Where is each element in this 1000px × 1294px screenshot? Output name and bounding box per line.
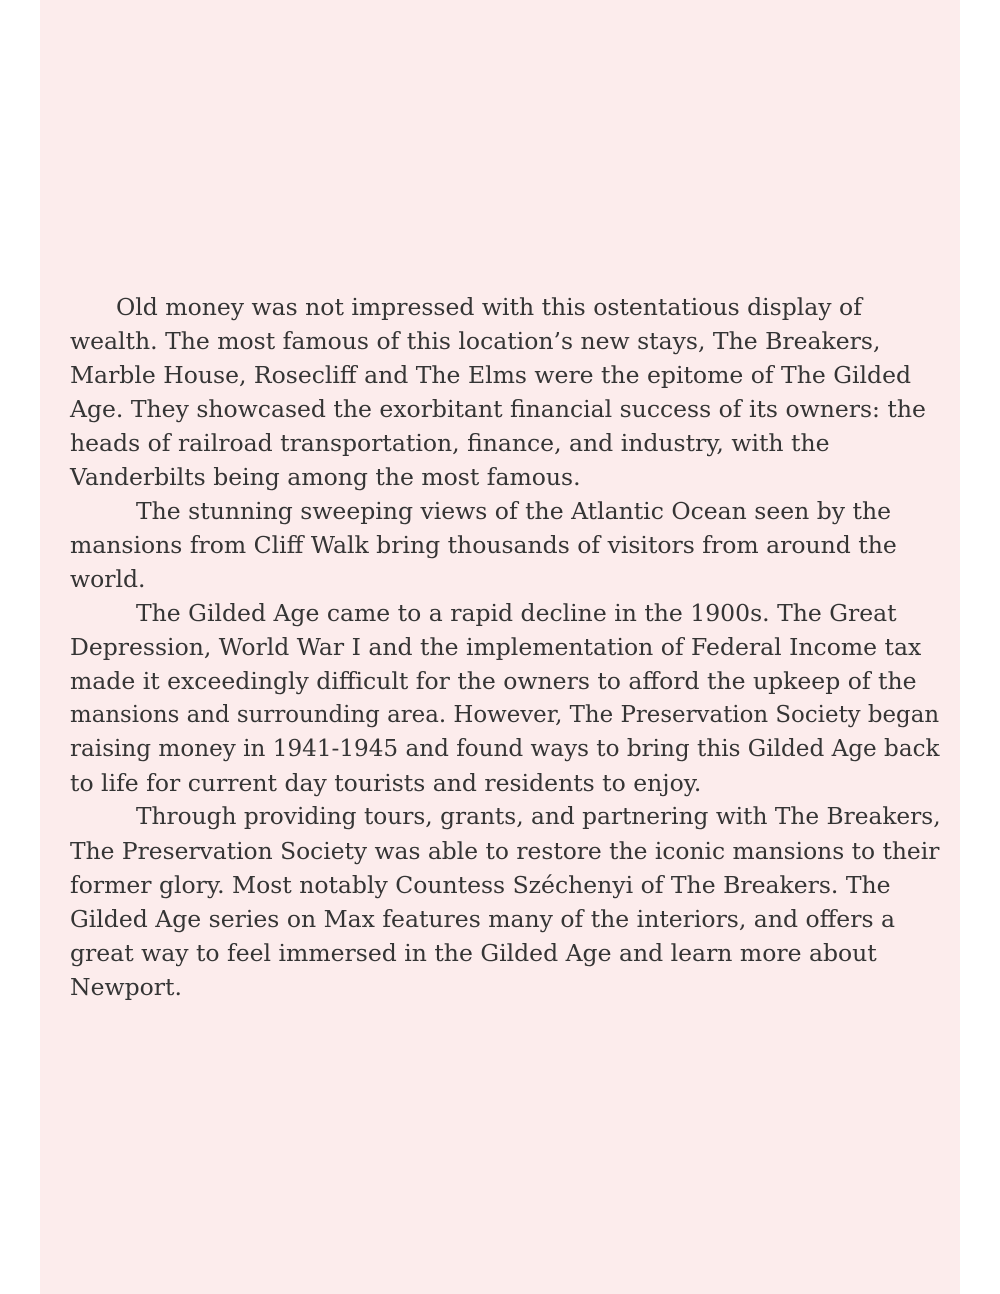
text-line: The Gilded Age came to a rapid decline in the 1900s. The Great	[136, 599, 897, 627]
text-line: mansions and surrounding area. However, The Preservation Society began	[70, 702, 940, 728]
text-line: to life for current day tourists and residents to enjoy.	[70, 769, 702, 797]
text-line: raising money in 1941-1945 and found ways to bring this Gilded Age back	[70, 736, 940, 762]
text-line: mansions from Cliff Walk bring thousands of visitors from around the	[70, 531, 897, 559]
text-line: heads of railroad transportation, finance, and industry, with the	[70, 429, 830, 457]
text-line: former glory. Most notably Countess Széchenyi of The Breakers. The	[70, 871, 891, 899]
text-line: Through providing tours, grants, and partnering with The Breakers,	[136, 803, 941, 830]
text-line: wealth. The most famous of this location’s new stays, The Breakers,	[70, 327, 881, 355]
text-line: Depression, World War I and the implementation of Federal Income tax	[70, 633, 922, 661]
text-line: Old money was not impressed with this ostentatious display of	[116, 293, 862, 321]
text-line: Age. They showcased the exorbitant financial success of its owners: the	[70, 395, 926, 423]
body-text	[70, 290, 940, 1004]
document-page	[40, 0, 960, 1294]
text-line: made it exceedingly difficult for the owners to afford the upkeep of the	[70, 667, 917, 695]
text-line: The Preservation Society was able to restore the iconic mansions to their	[70, 837, 940, 865]
text-line: The stunning sweeping views of the Atlantic Ocean seen by the	[136, 497, 892, 525]
text-line: Marble House, Rosecliff and The Elms were the epitome of The Gilded	[70, 361, 912, 389]
text-line: Vanderbilts being among the most famous.	[70, 463, 581, 491]
text-line: Newport.	[70, 973, 182, 1001]
text-line: Gilded Age series on Max features many of the interiors, and offers a	[70, 905, 895, 933]
text-line: great way to feel immersed in the Gilded Age and learn more about	[70, 939, 877, 967]
text-line: world.	[70, 565, 146, 593]
